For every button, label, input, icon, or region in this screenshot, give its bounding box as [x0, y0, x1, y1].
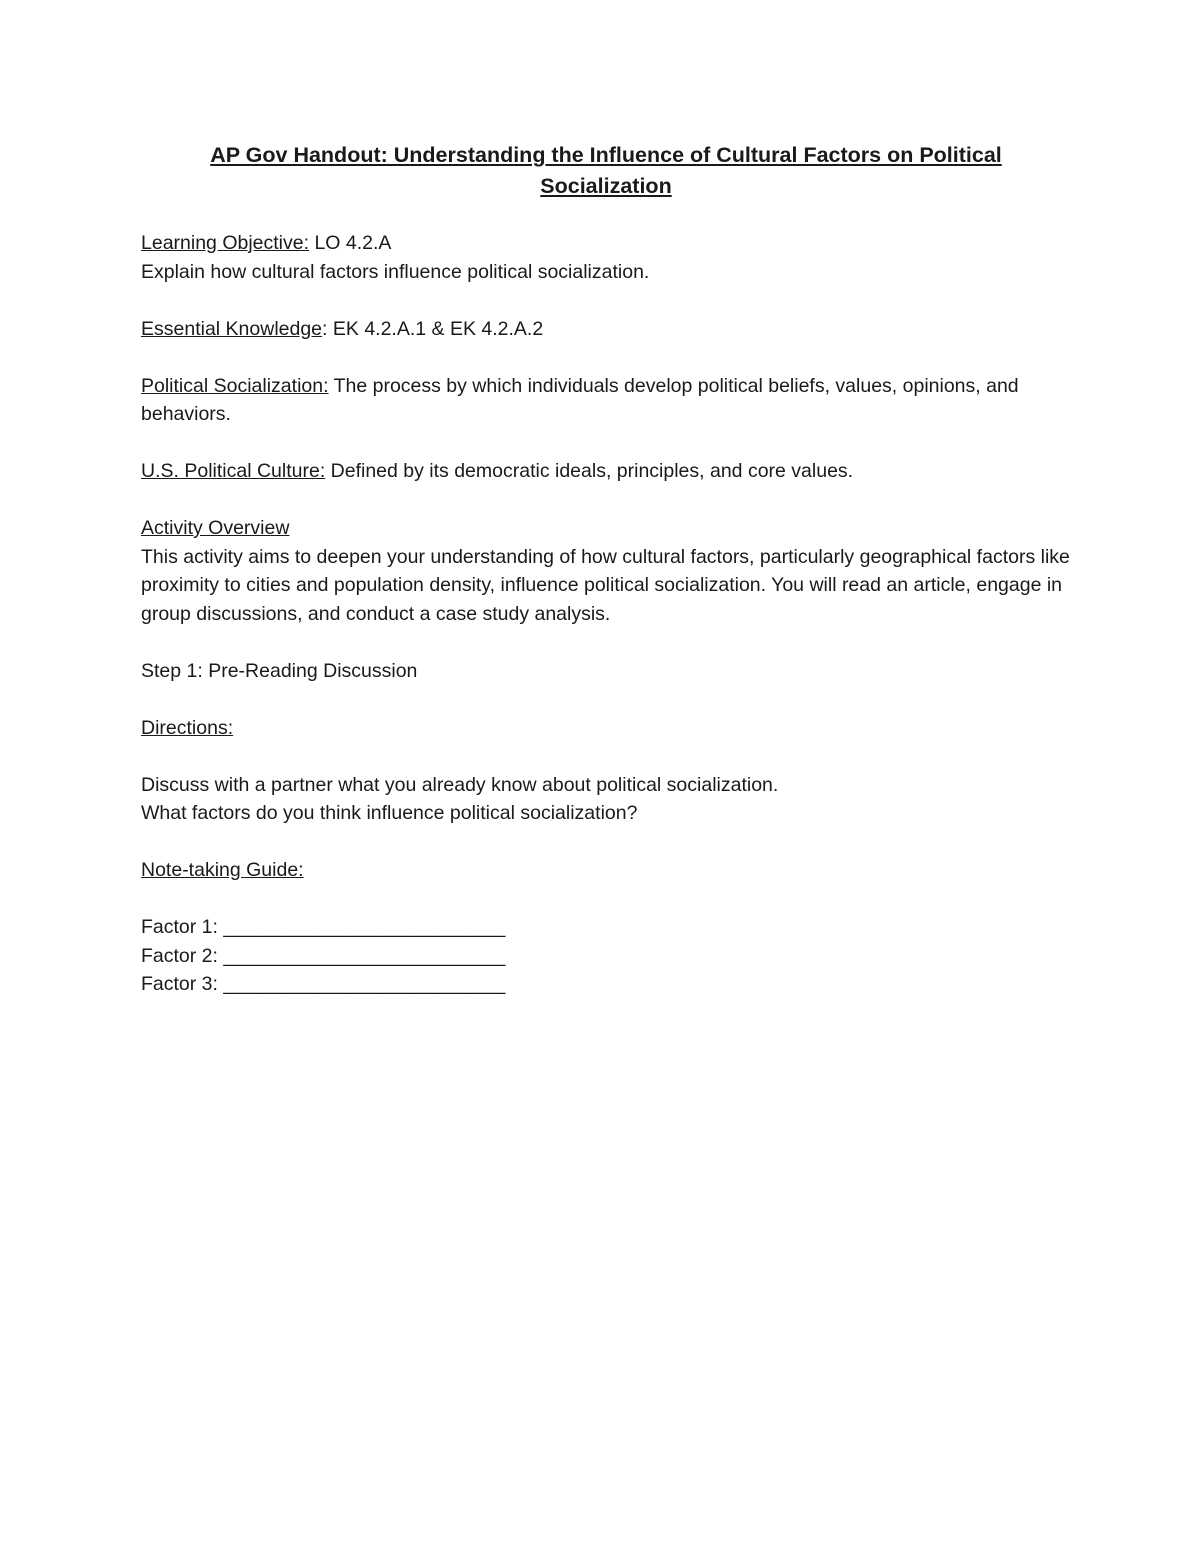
political-socialization-value: The process by which individuals develop political beliefs, values, opinions, and behaviors. [141, 374, 1019, 425]
directions-line-1: Discuss with a partner what you already know about political socialization. [141, 773, 779, 796]
essential-knowledge-label: Essential Knowledge [141, 317, 323, 340]
essential-knowledge-value: : EK 4.2.A.1 & EK 4.2.A.2 [322, 317, 544, 340]
learning-objective-label: Learning Objective: [141, 232, 310, 254]
title-line-2: Socialization [540, 174, 672, 198]
factor-3-line: Factor 3: __________________________ [141, 973, 506, 995]
learning-objective-description: Explain how cultural factors influence political socialization. [141, 260, 650, 283]
us-political-culture-label: U.S. Political Culture: [141, 460, 326, 482]
page-title [141, 140, 1071, 202]
title-line-1: AP Gov Handout: Understanding the Influence of Cultural Factors on Political [210, 143, 1002, 167]
political-socialization-definition [141, 372, 1071, 429]
note-taking-guide-heading: Note-taking Guide: [141, 859, 304, 881]
political-socialization-label: Political Socialization: [141, 374, 329, 397]
handout-page [141, 140, 1071, 999]
us-political-culture-definition [141, 457, 1071, 486]
directions-line-2: What factors do you think influence political socialization? [141, 802, 638, 824]
essential-knowledge [141, 315, 1071, 344]
factor-1-line: Factor 1: __________________________ [141, 916, 506, 938]
step-1-heading: Step 1: Pre-Reading Discussion [141, 659, 418, 682]
learning-objective [141, 229, 1071, 258]
learning-objective-value: LO 4.2.A [309, 232, 392, 254]
us-political-culture-value: Defined by its democratic ideals, principles, and core values. [325, 460, 854, 482]
factor-2-line: Factor 2: __________________________ [141, 944, 506, 967]
directions-heading: Directions: [141, 716, 234, 739]
activity-overview-text: This activity aims to deepen your understanding of how cultural factors, particularly geographical factors like proximity to cities and population density, influence political socialization. You will read an article, engage in group discussions, and conduct a case study analysis. [141, 545, 1070, 625]
activity-overview-heading: Activity Overview [141, 517, 290, 539]
